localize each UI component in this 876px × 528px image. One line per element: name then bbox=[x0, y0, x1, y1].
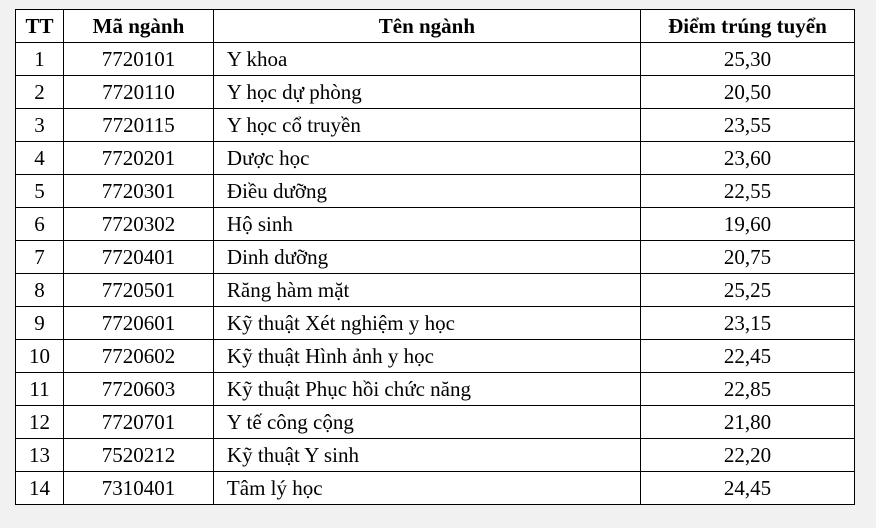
row-code-cell: 7720501 bbox=[63, 274, 213, 307]
row-name-cell: Y học cổ truyền bbox=[213, 109, 640, 142]
table-row bbox=[16, 241, 855, 274]
row-score-cell: 22,85 bbox=[640, 373, 854, 406]
row-code-cell: 7720603 bbox=[63, 373, 213, 406]
admission-scores-table bbox=[15, 9, 855, 505]
row-code-cell: 7720101 bbox=[63, 43, 213, 76]
row-tt-cell: 2 bbox=[16, 76, 64, 109]
row-name-cell: Dinh dưỡng bbox=[213, 241, 640, 274]
row-code-cell: 7720201 bbox=[63, 142, 213, 175]
row-tt-cell: 13 bbox=[16, 439, 64, 472]
row-name-cell: Dược học bbox=[213, 142, 640, 175]
table-header-row bbox=[16, 10, 855, 43]
row-score-cell: 23,60 bbox=[640, 142, 854, 175]
row-tt-cell: 9 bbox=[16, 307, 64, 340]
row-name-cell: Kỹ thuật Xét nghiệm y học bbox=[213, 307, 640, 340]
row-tt-cell: 6 bbox=[16, 208, 64, 241]
row-tt-cell: 5 bbox=[16, 175, 64, 208]
row-name-cell: Y học dự phòng bbox=[213, 76, 640, 109]
table-row bbox=[16, 373, 855, 406]
row-tt-cell: 8 bbox=[16, 274, 64, 307]
row-name-cell: Kỹ thuật Phục hồi chức năng bbox=[213, 373, 640, 406]
row-name-cell: Y tế công cộng bbox=[213, 406, 640, 439]
table-row bbox=[16, 208, 855, 241]
header-score: Điểm trúng tuyển bbox=[640, 10, 854, 43]
table-row bbox=[16, 43, 855, 76]
row-tt-cell: 1 bbox=[16, 43, 64, 76]
row-name-cell: Điều dưỡng bbox=[213, 175, 640, 208]
table-row bbox=[16, 307, 855, 340]
row-code-cell: 7720301 bbox=[63, 175, 213, 208]
row-score-cell: 19,60 bbox=[640, 208, 854, 241]
row-score-cell: 25,30 bbox=[640, 43, 854, 76]
table-row bbox=[16, 406, 855, 439]
row-score-cell: 20,75 bbox=[640, 241, 854, 274]
table-row bbox=[16, 439, 855, 472]
row-name-cell: Kỹ thuật Hình ảnh y học bbox=[213, 340, 640, 373]
row-name-cell: Y khoa bbox=[213, 43, 640, 76]
row-tt-cell: 10 bbox=[16, 340, 64, 373]
table-row bbox=[16, 175, 855, 208]
row-tt-cell: 11 bbox=[16, 373, 64, 406]
row-code-cell: 7720601 bbox=[63, 307, 213, 340]
row-score-cell: 20,50 bbox=[640, 76, 854, 109]
row-score-cell: 24,45 bbox=[640, 472, 854, 505]
row-tt-cell: 3 bbox=[16, 109, 64, 142]
table-row bbox=[16, 340, 855, 373]
table-body bbox=[16, 43, 855, 505]
row-name-cell: Răng hàm mặt bbox=[213, 274, 640, 307]
row-score-cell: 25,25 bbox=[640, 274, 854, 307]
row-tt-cell: 14 bbox=[16, 472, 64, 505]
table-row bbox=[16, 142, 855, 175]
row-code-cell: 7310401 bbox=[63, 472, 213, 505]
row-code-cell: 7720701 bbox=[63, 406, 213, 439]
row-tt-cell: 7 bbox=[16, 241, 64, 274]
row-name-cell: Kỹ thuật Y sinh bbox=[213, 439, 640, 472]
row-score-cell: 22,20 bbox=[640, 439, 854, 472]
table-row bbox=[16, 274, 855, 307]
row-score-cell: 21,80 bbox=[640, 406, 854, 439]
row-name-cell: Hộ sinh bbox=[213, 208, 640, 241]
row-code-cell: 7720401 bbox=[63, 241, 213, 274]
table-row bbox=[16, 472, 855, 505]
row-code-cell: 7720110 bbox=[63, 76, 213, 109]
row-score-cell: 22,45 bbox=[640, 340, 854, 373]
header-name: Tên ngành bbox=[213, 10, 640, 43]
row-tt-cell: 4 bbox=[16, 142, 64, 175]
header-code: Mã ngành bbox=[63, 10, 213, 43]
header-tt: TT bbox=[16, 10, 64, 43]
row-code-cell: 7720302 bbox=[63, 208, 213, 241]
row-code-cell: 7720115 bbox=[63, 109, 213, 142]
row-code-cell: 7520212 bbox=[63, 439, 213, 472]
row-code-cell: 7720602 bbox=[63, 340, 213, 373]
row-score-cell: 23,15 bbox=[640, 307, 854, 340]
table-row bbox=[16, 76, 855, 109]
table-row bbox=[16, 109, 855, 142]
row-name-cell: Tâm lý học bbox=[213, 472, 640, 505]
row-tt-cell: 12 bbox=[16, 406, 64, 439]
row-score-cell: 23,55 bbox=[640, 109, 854, 142]
row-score-cell: 22,55 bbox=[640, 175, 854, 208]
